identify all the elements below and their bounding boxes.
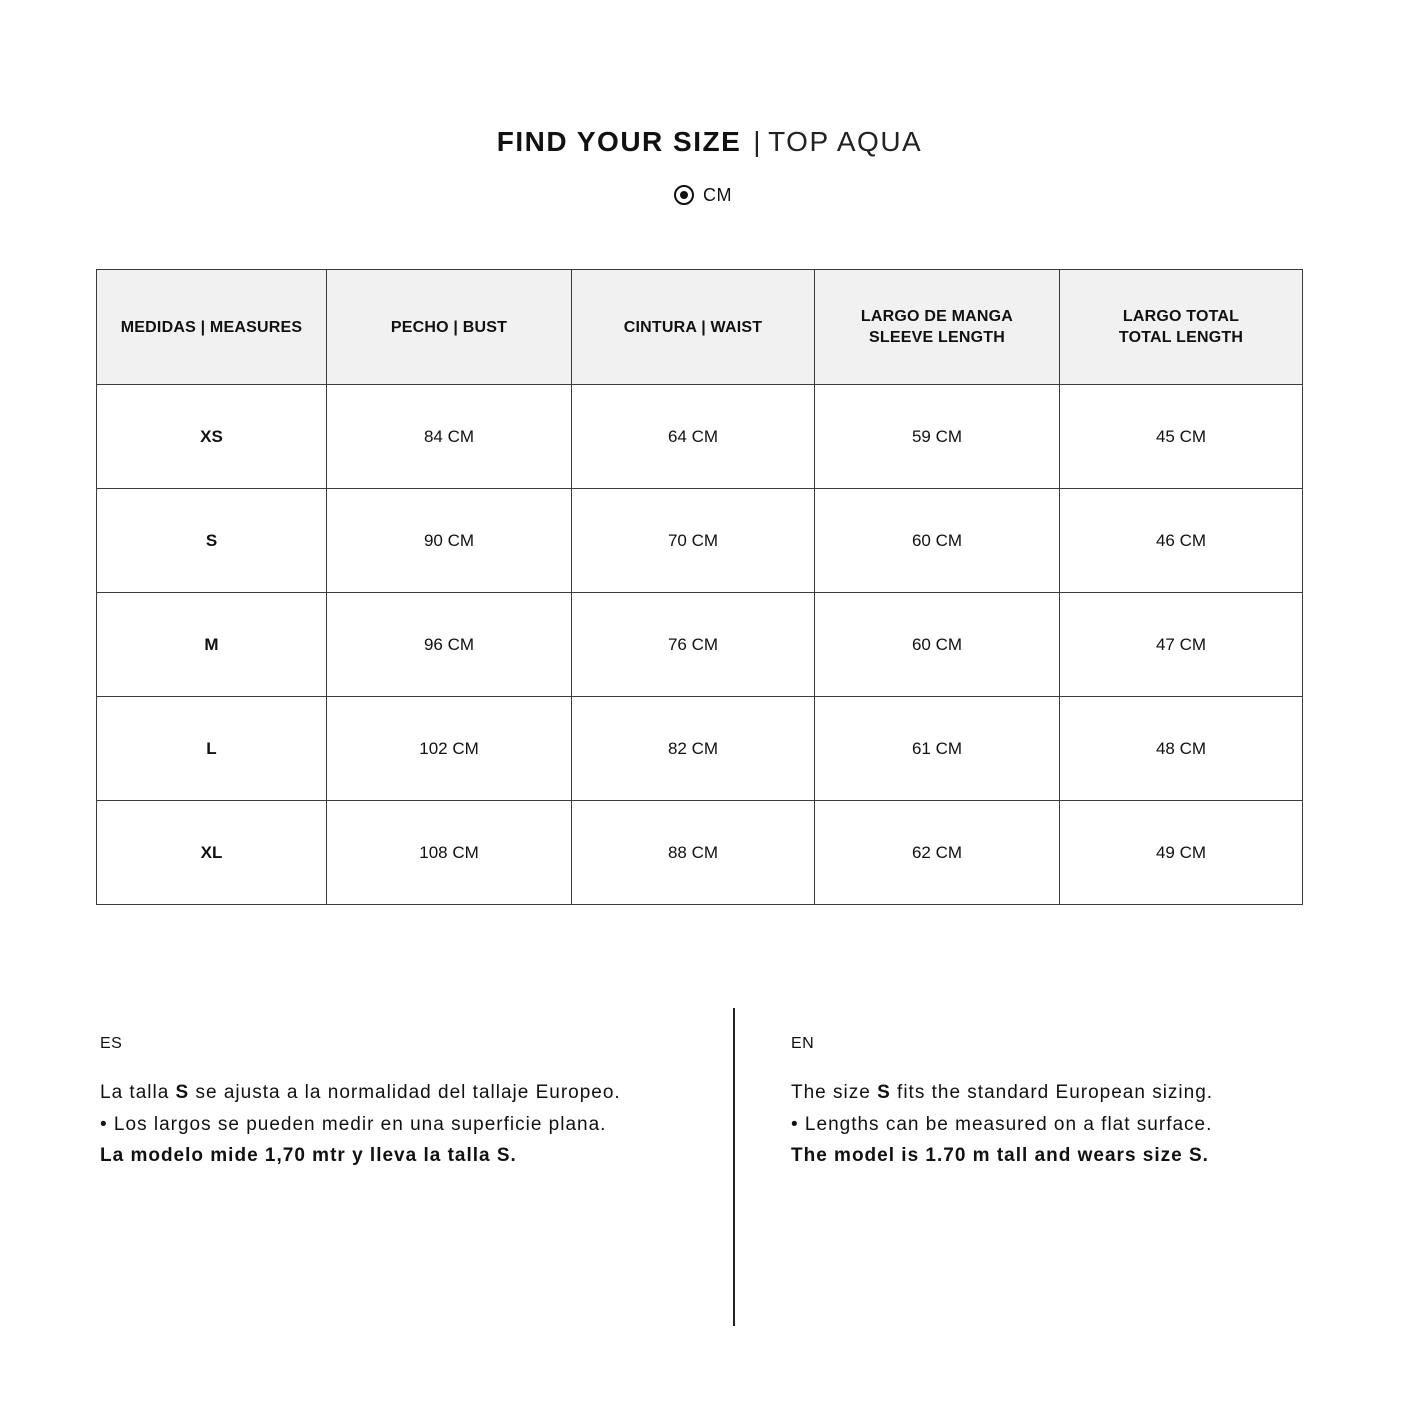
header-sleeve-length: LARGO DE MANGA SLEEVE LENGTH — [815, 270, 1060, 385]
header-waist: CINTURA | WAIST — [572, 270, 815, 385]
language-label: EN — [791, 1035, 815, 1052]
size-table — [96, 269, 1303, 905]
note-line: La talla S se ajusta a la normalidad del tallaje Europeo. — [100, 1082, 621, 1103]
note-line: • Lengths can be measured on a flat surface. — [791, 1113, 1213, 1135]
header-bust: PECHO | BUST — [327, 270, 572, 385]
notes-spanish — [100, 1032, 710, 1172]
bust-cell: 108 CM — [327, 801, 572, 905]
bust-cell: 90 CM — [327, 489, 572, 593]
sleeve-cell: 60 CM — [815, 489, 1060, 593]
title-separator: | — [753, 126, 763, 157]
length-cell: 46 CM — [1060, 489, 1303, 593]
model-info: The model is 1.70 m tall and wears size S. — [791, 1145, 1209, 1166]
table-row — [97, 593, 1303, 697]
title-main: FIND YOUR SIZE — [496, 126, 742, 157]
unit-radio-cm[interactable] — [674, 183, 732, 207]
waist-cell: 82 CM — [572, 697, 815, 801]
bust-cell: 96 CM — [327, 593, 572, 697]
product-name: TOP AQUA — [768, 126, 923, 157]
size-cell: L — [97, 697, 327, 801]
bust-cell: 102 CM — [327, 697, 572, 801]
table-header-row — [97, 270, 1303, 385]
length-cell: 47 CM — [1060, 593, 1303, 697]
language-label: ES — [100, 1035, 123, 1052]
sleeve-cell: 60 CM — [815, 593, 1060, 697]
size-cell: S — [97, 489, 327, 593]
length-cell: 49 CM — [1060, 801, 1303, 905]
header-measures: MEDIDAS | MEASURES — [97, 270, 327, 385]
sleeve-cell: 61 CM — [815, 697, 1060, 801]
size-cell: XL — [97, 801, 327, 905]
radio-selected-icon[interactable] — [674, 185, 694, 205]
size-cell: M — [97, 593, 327, 697]
unit-label: CM — [703, 184, 732, 205]
note-line: The size S fits the standard European sizing. — [791, 1082, 1214, 1103]
model-info: La modelo mide 1,70 mtr y lleva la talla S. — [100, 1145, 517, 1166]
bust-cell: 84 CM — [327, 385, 572, 489]
column-divider — [733, 1008, 735, 1326]
size-cell: XS — [97, 385, 327, 489]
table-row — [97, 801, 1303, 905]
note-line: • Los largos se pueden medir en una superficie plana. — [100, 1113, 607, 1135]
header-total-length: LARGO TOTAL TOTAL LENGTH — [1060, 270, 1303, 385]
table-row — [97, 697, 1303, 801]
waist-cell: 70 CM — [572, 489, 815, 593]
waist-cell: 64 CM — [572, 385, 815, 489]
length-cell: 45 CM — [1060, 385, 1303, 489]
sleeve-cell: 62 CM — [815, 801, 1060, 905]
length-cell: 48 CM — [1060, 697, 1303, 801]
table-row — [97, 489, 1303, 593]
waist-cell: 88 CM — [572, 801, 815, 905]
waist-cell: 76 CM — [572, 593, 815, 697]
page-title — [0, 122, 1419, 162]
sleeve-cell: 59 CM — [815, 385, 1060, 489]
table-row — [97, 385, 1303, 489]
notes-english — [791, 1032, 1401, 1172]
